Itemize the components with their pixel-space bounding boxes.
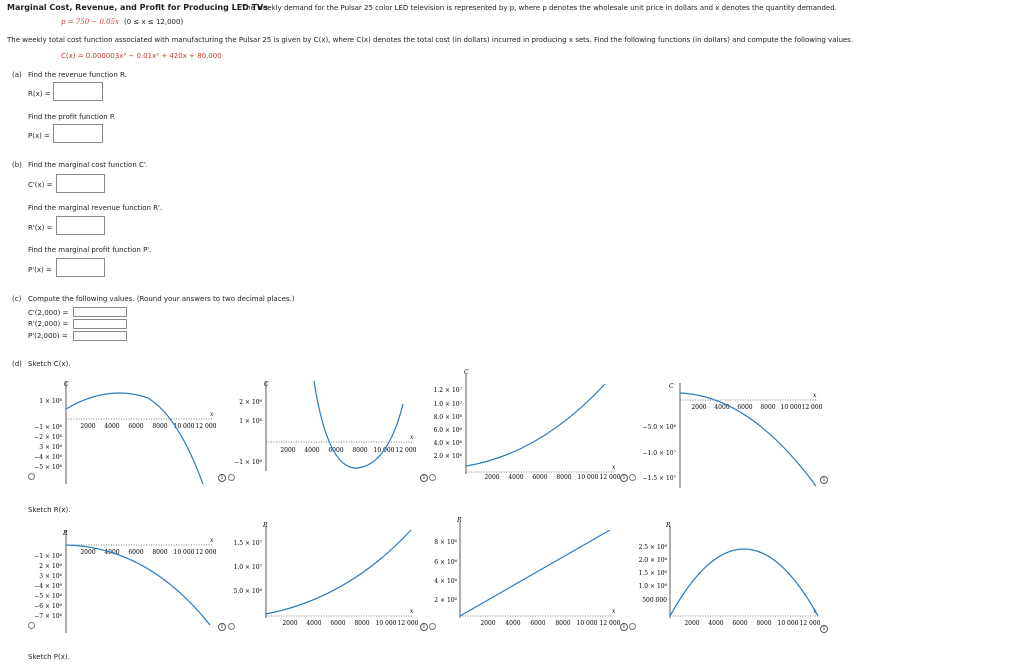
revenue-prompt: Find the revenue function R. bbox=[28, 71, 127, 79]
y-tick: −5 × 10⁶ bbox=[34, 593, 62, 600]
y-tick: −5 × 10⁶ bbox=[34, 464, 62, 471]
y-tick: −1 × 10⁶ bbox=[234, 459, 262, 466]
x-tick: 4000 bbox=[104, 423, 120, 430]
x-tick: 10 000 bbox=[173, 423, 195, 430]
x-tick: 6000 bbox=[737, 404, 753, 411]
y-tick: −4 × 10⁶ bbox=[34, 583, 62, 590]
x-tick: 10 000 bbox=[777, 620, 799, 627]
x-tick: 10 000 bbox=[576, 620, 598, 627]
x-tick: 8000 bbox=[354, 620, 370, 627]
y-var-label: R bbox=[666, 522, 671, 529]
y-tick: 1.0 × 10⁶ bbox=[638, 583, 667, 590]
x-tick: 12 000 bbox=[599, 620, 621, 627]
curve bbox=[670, 549, 818, 616]
profit-input[interactable] bbox=[53, 124, 103, 143]
y-tick: −7 × 10⁶ bbox=[34, 613, 62, 620]
marginal-revenue-input[interactable] bbox=[56, 216, 105, 235]
x-tick: 2000 bbox=[480, 620, 496, 627]
r-graph-2 bbox=[228, 518, 418, 630]
marginal-profit-label: P'(x) = bbox=[28, 266, 52, 274]
info-icon[interactable]: i bbox=[218, 474, 226, 482]
profit-prompt: Find the profit function P. bbox=[28, 113, 116, 121]
x-tick: 6000 bbox=[530, 620, 546, 627]
y-var-label: C bbox=[264, 381, 269, 388]
x-tick: 8000 bbox=[556, 474, 572, 481]
marginal-profit-input[interactable] bbox=[56, 258, 105, 277]
y-tick: 1.5 × 10⁷ bbox=[233, 540, 262, 547]
c-prime-2000-label: C'(2,000) = bbox=[28, 309, 69, 317]
x-tick: 4000 bbox=[306, 620, 322, 627]
y-tick: 6.0 × 10⁶ bbox=[433, 427, 462, 434]
x-tick: 2000 bbox=[684, 620, 700, 627]
r-prime-2000-label: R'(2,000) = bbox=[28, 320, 69, 328]
y-tick: 1.0 × 10⁷ bbox=[433, 401, 462, 408]
y-var-label: C bbox=[464, 369, 469, 376]
info-icon[interactable]: i bbox=[620, 474, 628, 482]
y-tick: −1.0 × 10⁷ bbox=[642, 450, 676, 457]
r-graph-3 bbox=[430, 514, 620, 629]
y-tick: 4.0 × 10⁶ bbox=[433, 440, 462, 447]
part-c-label: (c) bbox=[12, 295, 22, 303]
curve bbox=[66, 545, 210, 625]
c-graph-1 bbox=[28, 376, 218, 486]
x-tick: 6000 bbox=[128, 549, 144, 556]
marginal-revenue-prompt: Find the marginal revenue function R'. bbox=[28, 204, 163, 212]
c-graph-2 bbox=[228, 376, 418, 476]
y-tick: −6 × 10⁶ bbox=[34, 603, 62, 610]
y-tick: 1.5 × 10⁶ bbox=[638, 570, 667, 577]
p-prime-2000-input[interactable] bbox=[73, 331, 127, 341]
y-tick: 8 × 10⁶ bbox=[434, 539, 457, 546]
info-icon[interactable]: i bbox=[620, 623, 628, 631]
x-tick: 4000 bbox=[508, 474, 524, 481]
cost-intro-text: The weekly total cost function associated with manufacturing the Pulsar 25 is given by C(x), where C(x) denotes the total cost (in dollars) incurred in producing x sets. Find the following functions (in dollars) and compute the following values. bbox=[7, 36, 854, 44]
x-tick: 4000 bbox=[104, 549, 120, 556]
y-tick: 2.5 × 10⁶ bbox=[638, 544, 667, 551]
x-tick: 10 000 bbox=[577, 474, 599, 481]
x-tick: 6000 bbox=[330, 620, 346, 627]
sketch-r-label: Sketch R(x). bbox=[28, 506, 71, 514]
cost-function: C(x) = 0.000003x³ − 0.01x² + 420x + 80,000 bbox=[61, 52, 222, 60]
x-tick: 2000 bbox=[691, 404, 707, 411]
x-tick: 2000 bbox=[80, 549, 96, 556]
revenue-input[interactable] bbox=[53, 82, 103, 101]
y-tick: 2.0 × 10⁶ bbox=[433, 453, 462, 460]
y-var-label: C bbox=[669, 383, 674, 390]
x-var-label: x bbox=[410, 608, 414, 615]
y-var-label: R bbox=[63, 530, 68, 537]
x-tick: 12 000 bbox=[397, 620, 419, 627]
part-d-label: (d) bbox=[12, 360, 22, 368]
x-var-label: x bbox=[612, 464, 616, 471]
x-tick: 2000 bbox=[80, 423, 96, 430]
x-var-label: x bbox=[813, 392, 817, 399]
r-graph-1 bbox=[28, 525, 218, 635]
marginal-cost-input[interactable] bbox=[56, 174, 105, 193]
c-prime-2000-input[interactable] bbox=[73, 307, 127, 317]
x-tick: 8000 bbox=[352, 447, 368, 454]
y-tick: 6 × 10⁶ bbox=[434, 559, 457, 566]
x-tick: 6000 bbox=[128, 423, 144, 430]
info-icon[interactable]: i bbox=[420, 474, 428, 482]
p-prime-2000-label: P'(2,000) = bbox=[28, 332, 68, 340]
demand-function: p = 750 − 0.05x bbox=[61, 18, 120, 26]
y-tick: 3 × 10⁶ bbox=[39, 444, 62, 451]
y-tick: 1 × 10⁶ bbox=[39, 398, 62, 405]
x-tick: 8000 bbox=[152, 423, 168, 430]
demand-domain: (0 ≤ x ≤ 12,000) bbox=[124, 18, 184, 26]
y-tick: 3 × 10⁶ bbox=[39, 573, 62, 580]
revenue-label: R(x) = bbox=[28, 90, 51, 98]
x-tick: 4000 bbox=[714, 404, 730, 411]
marginal-cost-label: C'(x) = bbox=[28, 181, 53, 189]
y-tick: −2 × 10⁶ bbox=[34, 434, 62, 441]
x-tick: 2000 bbox=[484, 474, 500, 481]
x-tick: 6000 bbox=[732, 620, 748, 627]
y-var-label: R bbox=[457, 517, 462, 524]
marginal-revenue-label: R'(x) = bbox=[28, 224, 53, 232]
curve bbox=[66, 393, 203, 484]
y-tick: 2 × 10⁶ bbox=[239, 399, 262, 406]
y-tick: −1 × 10⁶ bbox=[34, 424, 62, 431]
x-tick: 12 000 bbox=[195, 549, 217, 556]
compute-prompt: Compute the following values. (Round your answers to two decimal places.) bbox=[28, 295, 295, 303]
x-tick: 10 000 bbox=[373, 447, 395, 454]
marginal-cost-prompt: Find the marginal cost function C'. bbox=[28, 161, 149, 169]
info-icon[interactable]: i bbox=[820, 625, 828, 633]
c-graph-4 bbox=[630, 378, 823, 490]
curve bbox=[314, 381, 403, 468]
x-tick: 12 000 bbox=[395, 447, 417, 454]
x-tick: 10 000 bbox=[780, 404, 802, 411]
y-tick: 2.0 × 10⁶ bbox=[638, 557, 667, 564]
r-prime-2000-input[interactable] bbox=[73, 319, 127, 329]
info-icon[interactable]: i bbox=[820, 476, 828, 484]
y-tick: −5.0 × 10⁶ bbox=[642, 424, 676, 431]
x-var-label: x bbox=[612, 608, 616, 615]
y-tick: 4 × 10⁶ bbox=[434, 578, 457, 585]
y-tick: 500 000 bbox=[642, 597, 667, 604]
x-tick: 8000 bbox=[152, 549, 168, 556]
part-a-label: (a) bbox=[12, 71, 22, 79]
x-var-label: x bbox=[410, 434, 414, 441]
x-tick: 8000 bbox=[555, 620, 571, 627]
page-title: Marginal Cost, Revenue, and Profit for Producing LED TVs bbox=[7, 3, 269, 12]
y-tick: −1.5 × 10⁷ bbox=[642, 475, 676, 482]
y-tick: 2 × 10⁶ bbox=[39, 563, 62, 570]
info-icon[interactable]: i bbox=[420, 623, 428, 631]
x-var-label: x bbox=[813, 608, 817, 615]
y-var-label: R bbox=[263, 522, 268, 529]
c-graph-3 bbox=[430, 366, 620, 481]
y-tick: 5.0 × 10⁶ bbox=[233, 588, 262, 595]
x-tick: 8000 bbox=[760, 404, 776, 411]
curve bbox=[460, 530, 610, 616]
y-tick: −1 × 10⁶ bbox=[34, 553, 62, 560]
r-graph-4 bbox=[630, 518, 820, 630]
x-tick: 12 000 bbox=[599, 474, 621, 481]
x-tick: 2000 bbox=[282, 620, 298, 627]
x-var-label: x bbox=[210, 411, 214, 418]
y-tick: 1 × 10⁶ bbox=[239, 418, 262, 425]
x-tick: 4000 bbox=[505, 620, 521, 627]
profit-label: P(x) = bbox=[28, 132, 50, 140]
x-tick: 6000 bbox=[328, 447, 344, 454]
part-b-label: (b) bbox=[12, 161, 22, 169]
x-tick: 2000 bbox=[280, 447, 296, 454]
sketch-p-label: Sketch P(x). bbox=[28, 653, 70, 661]
info-icon[interactable]: i bbox=[218, 623, 226, 631]
curve bbox=[466, 384, 605, 466]
y-tick: 8.0 × 10⁶ bbox=[433, 414, 462, 421]
curve bbox=[266, 530, 411, 614]
y-tick: 1.0 × 10⁷ bbox=[233, 564, 262, 571]
x-var-label: x bbox=[210, 537, 214, 544]
x-tick: 4000 bbox=[708, 620, 724, 627]
x-tick: 12 000 bbox=[799, 620, 821, 627]
x-tick: 12 000 bbox=[195, 423, 217, 430]
sketch-c-label: Sketch C(x). bbox=[28, 360, 71, 368]
y-tick: −4 × 10⁶ bbox=[34, 454, 62, 461]
y-tick: 2 × 10⁶ bbox=[434, 597, 457, 604]
y-tick: 1.2 × 10⁷ bbox=[433, 387, 462, 394]
x-tick: 10 000 bbox=[173, 549, 195, 556]
x-tick: 12 000 bbox=[801, 404, 823, 411]
marginal-profit-prompt: Find the marginal profit function P'. bbox=[28, 246, 152, 254]
x-tick: 6000 bbox=[532, 474, 548, 481]
intro-text: The weekly demand for the Pulsar 25 color LED television is represented by p, where p denotes the wholesale unit price in dollars and x denotes the quantity demanded. bbox=[242, 4, 837, 12]
x-tick: 4000 bbox=[304, 447, 320, 454]
y-var-label: C bbox=[64, 381, 69, 388]
x-tick: 10 000 bbox=[375, 620, 397, 627]
x-tick: 8000 bbox=[756, 620, 772, 627]
